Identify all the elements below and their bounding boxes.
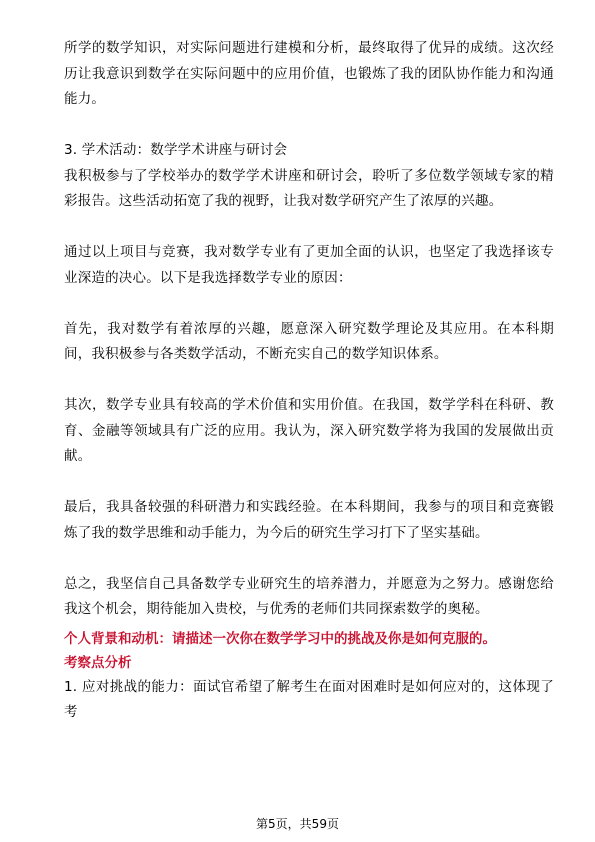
analysis-heading: 考察点分析 xyxy=(64,654,132,671)
spacer xyxy=(64,368,554,394)
paragraph-academic-activity: 我积极参与了学校举办的数学学术讲座和研讨会，聆听了多位数学领域专家的精彩报告。这些活动拓宽了我的视野，让我对数学研究产生了浓厚的兴趣。 xyxy=(64,167,554,209)
paragraph-reason-first: 首先，我对数学有着浓厚的兴趣，愿意深入研究数学理论及其应用。在本科期间，我积极参与各类数学活动，不断充实自己的数学知识体系。 xyxy=(64,320,554,362)
section-title-academic-activity: 3. 学术活动：数学学术讲座与研讨会 xyxy=(64,142,288,158)
spacer xyxy=(64,113,554,139)
page-number: 第5页，共59页 xyxy=(256,817,339,831)
question-title: 个人背景和动机：请描述一次你在数学学习中的挑战及你是如何克服的。 xyxy=(64,630,496,647)
paragraph-summary-projects: 通过以上项目与竞赛，我对数学专业有了更加全面的认识，也坚定了我选择该专业深造的决心。以下是我选择数学专业的原因： xyxy=(64,244,554,286)
spacer xyxy=(64,291,554,317)
paragraph-reason-second: 其次，数学专业具有较高的学术价值和实用价值。在我国，数学学科在科研、教育、金融等领域具有广泛的应用。我认为，深入研究数学将为我国的发展做出贡献。 xyxy=(64,397,554,464)
spacer xyxy=(64,470,554,496)
spacer xyxy=(64,546,554,572)
spacer xyxy=(64,215,554,241)
document-body xyxy=(64,36,554,726)
paragraph-conclusion: 总之，我坚信自己具备数学专业研究生的培养潜力，并愿意为之努力。感谢您给我这个机会，期待能加入贵校，与优秀的老师们共同探索数学的奥秘。 xyxy=(64,575,554,617)
analysis-point-1: 1. 应对挑战的能力：面试官希望了解考生在面对困难时是如何应对的，这体现了考 xyxy=(64,678,554,720)
paragraph-competition-result: 所学的数学知识，对实际问题进行建模和分析，最终取得了优异的成绩。这次经历让我意识到数学在实际问题中的应用价值，也锻炼了我的团队协作能力和沟通能力。 xyxy=(64,40,554,107)
paragraph-reason-last: 最后，我具备较强的科研潜力和实践经验。在本科期间，我参与的项目和竞赛锻炼了我的数学思维和动手能力，为今后的研究生学习打下了坚实基础。 xyxy=(64,499,554,541)
